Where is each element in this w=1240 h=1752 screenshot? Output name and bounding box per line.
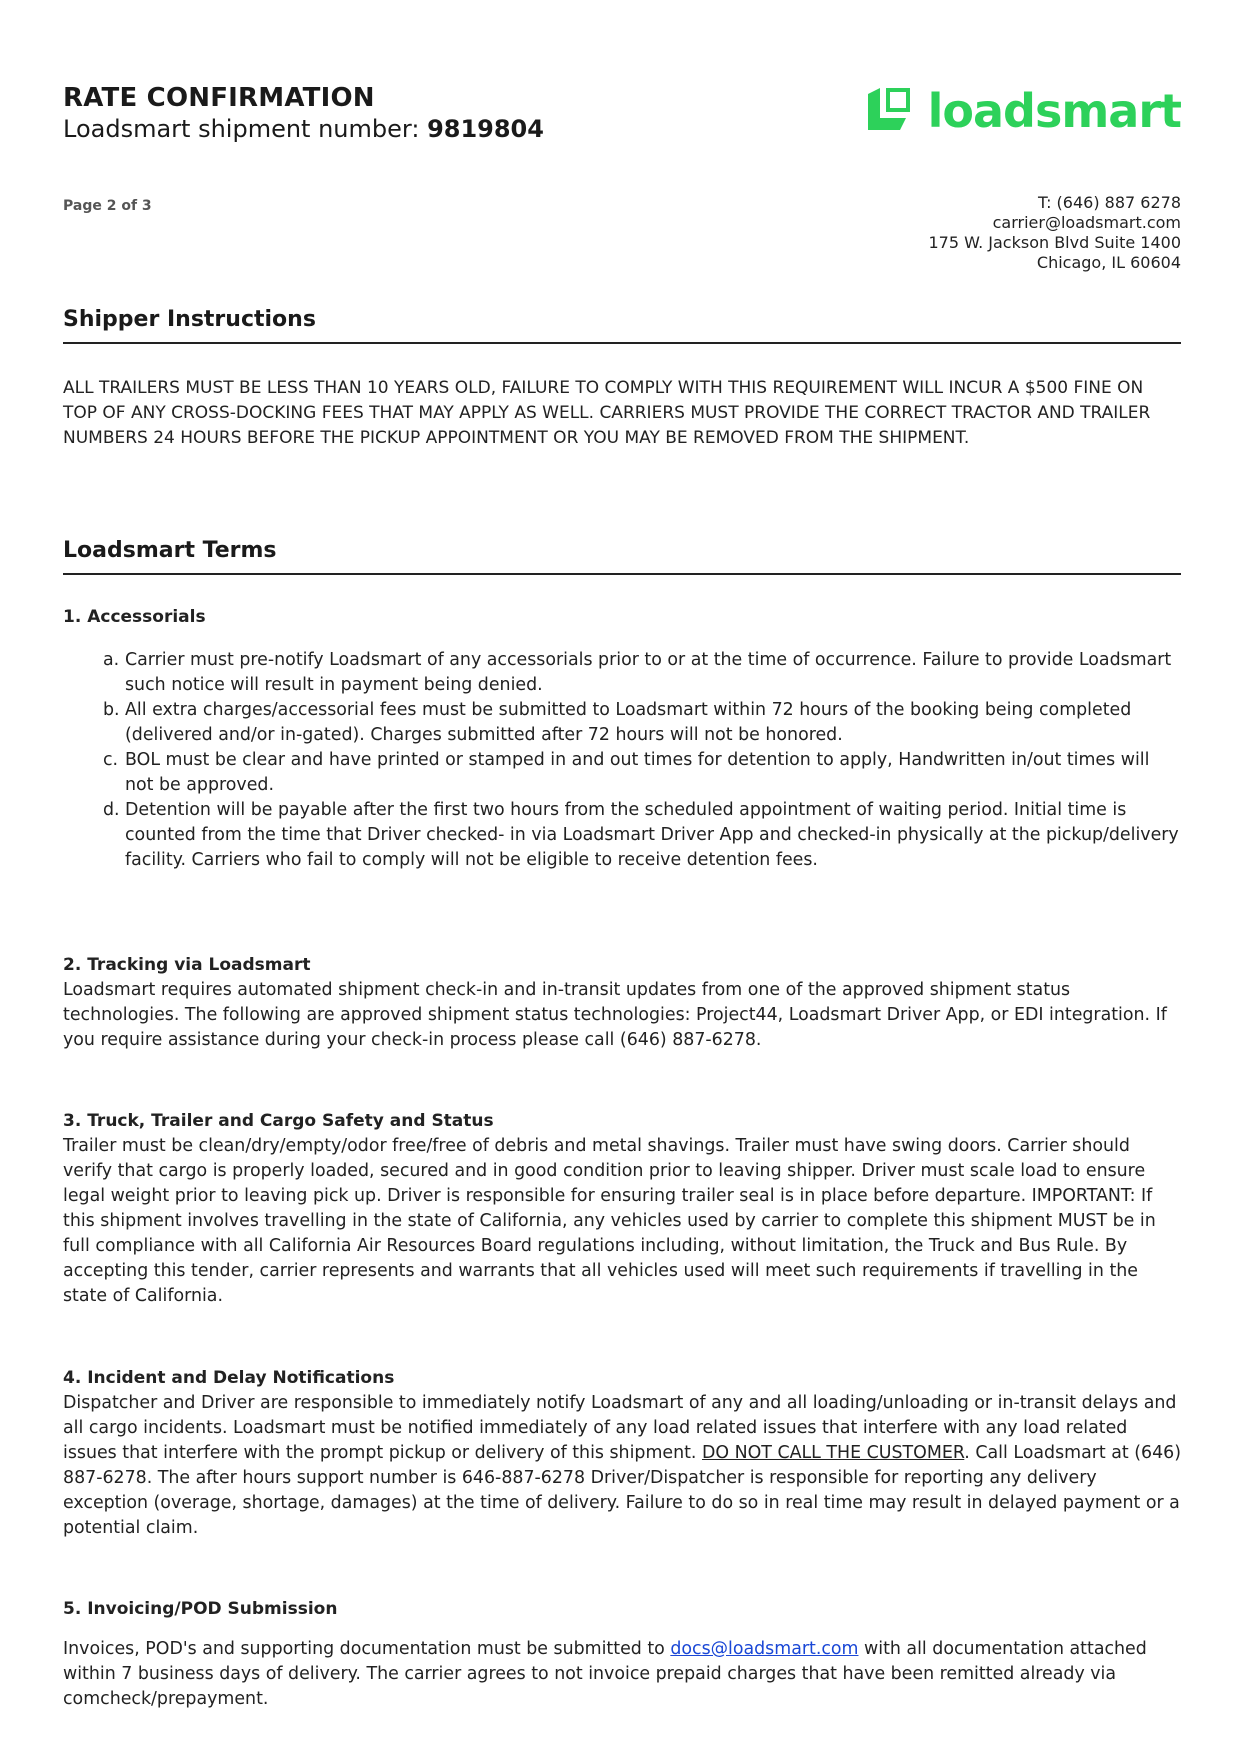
loadsmart-terms-title: Loadsmart Terms — [63, 538, 277, 563]
contact-address-line1: 175 W. Jackson Blvd Suite 1400 — [928, 233, 1181, 252]
contact-block — [928, 193, 1181, 273]
contact-address-line2: Chicago, IL 60604 — [1036, 253, 1181, 272]
incident-text: Dispatcher and Driver are responsible to immediately notify Loadsmart of any and all loading/unloading or in-transit delays and all cargo incidents. Loadsmart must be notified immediately of any load related issues that interfere with any load related issues that interfere with the prompt pickup or delivery of this shipment. DO NOT CALL THE CUSTOMER. Call Loadsmart at (646) 887-6278. The after hours support number is 646-887-6278 Driver/Dispatcher is responsible for reporting any delivery exception (overage, shortage, damages) at the time of delivery. Failure to do so in real time may result in delayed payment or a potential claim. — [63, 1393, 1181, 1538]
do-not-call-notice: DO NOT CALL THE CUSTOMER — [702, 1443, 965, 1463]
list-item: c. BOL must be clear and have printed or stamped in and out times for detention to apply, Handwritten in/out times will not be approved. — [103, 750, 1150, 795]
shipment-number: 9819804 — [427, 115, 544, 143]
shipment-number-line — [63, 115, 544, 143]
docs-email-link[interactable]: docs@loadsmart.com — [670, 1639, 859, 1659]
list-item: d. Detention will be payable after the first two hours from the scheduled appointment of waiting period. Initial time is counted from the time that Driver checked- in via Loadsmart Driver App and checked-in physically at the pickup/delivery facility. Carriers who fail to comply will not be eligible to receive detention fees. — [103, 800, 1179, 870]
accessorials-list — [63, 648, 1181, 873]
page-indicator: Page 2 of 3 — [63, 198, 152, 214]
shipment-label: Loadsmart shipment number: — [63, 115, 420, 143]
loadsmart-logo-icon — [860, 84, 918, 138]
loadsmart-logo — [860, 84, 1181, 138]
contact-phone: T: (646) 887 6278 — [1038, 193, 1181, 212]
accessorials-heading: 1. Accessorials — [63, 607, 206, 627]
invoicing-text: Invoices, POD's and supporting documentation must be submitted to docs@loadsmart.com with all documentation attached within 7 business days of delivery. The carrier agrees to not invoice prepaid charges that have been remitted already via comcheck/prepayment. — [63, 1639, 1147, 1709]
list-item: b. All extra charges/accessorial fees must be submitted to Loadsmart within 72 hours of the booking being completed (delivered and/or in-gated). Charges submitted after 72 hours will not be honored. — [103, 700, 1132, 745]
shipper-instructions-text: ALL TRAILERS MUST BE LESS THAN 10 YEARS OLD, FAILURE TO COMPLY WITH THIS REQUIREMENT WILL INCUR A $500 FINE ON TOP OF ANY CROSS-DOCKING FEES THAT MAY APPLY AS WELL. CARRIERS MUST PROVIDE THE CORRECT TRACTOR AND TRAILER NUMBERS 24 HOURS BEFORE THE PICKUP APPOINTMENT OR YOU MAY BE REMOVED FROM THE SHIPMENT. — [63, 378, 1151, 448]
document-title: RATE CONFIRMATION — [63, 83, 375, 113]
section-divider — [63, 342, 1181, 344]
rate-confirmation-page — [63, 0, 1181, 1752]
safety-text: Trailer must be clean/dry/empty/odor free/free of debris and metal shavings. Trailer must have swing doors. Carrier should verify that cargo is properly loaded, secured and in good condition prior to leaving shipper. Driver must scale load to ensure legal weight prior to leaving pick up. Driver is responsible for ensuring trailer seal is in place before departure. IMPORTANT: If this shipment involves travelling in the state of California, any vehicles used by carrier to complete this shipment MUST be in full compliance with all California Air Resources Board regulations including, without limitation, the Truck and Bus Rule. By accepting this tender, carrier represents and warrants that all vehicles used will meet such requirements if travelling in the state of California. — [63, 1136, 1156, 1306]
safety-heading: 3. Truck, Trailer and Cargo Safety and Status — [63, 1111, 494, 1131]
logo-wordmark: loadsmart — [927, 84, 1181, 138]
tracking-text: Loadsmart requires automated shipment check-in and in-transit updates from one of the approved shipment status technologies. The following are approved shipment status technologies: Project44, Loadsmart Driver App, or EDI integration. If you require assistance during your check-in process please call (646) 887-6278. — [63, 980, 1167, 1050]
contact-email: carrier@loadsmart.com — [992, 213, 1181, 232]
incident-heading: 4. Incident and Delay Notifications — [63, 1368, 395, 1388]
invoicing-heading: 5. Invoicing/POD Submission — [63, 1599, 338, 1619]
tracking-heading: 2. Tracking via Loadsmart — [63, 955, 311, 975]
list-item: a. Carrier must pre-notify Loadsmart of any accessorials prior to or at the time of occurrence. Failure to provide Loadsmart such notice will result in payment being denied. — [103, 650, 1172, 695]
section-divider — [63, 573, 1181, 575]
shipper-instructions-title: Shipper Instructions — [63, 307, 316, 332]
